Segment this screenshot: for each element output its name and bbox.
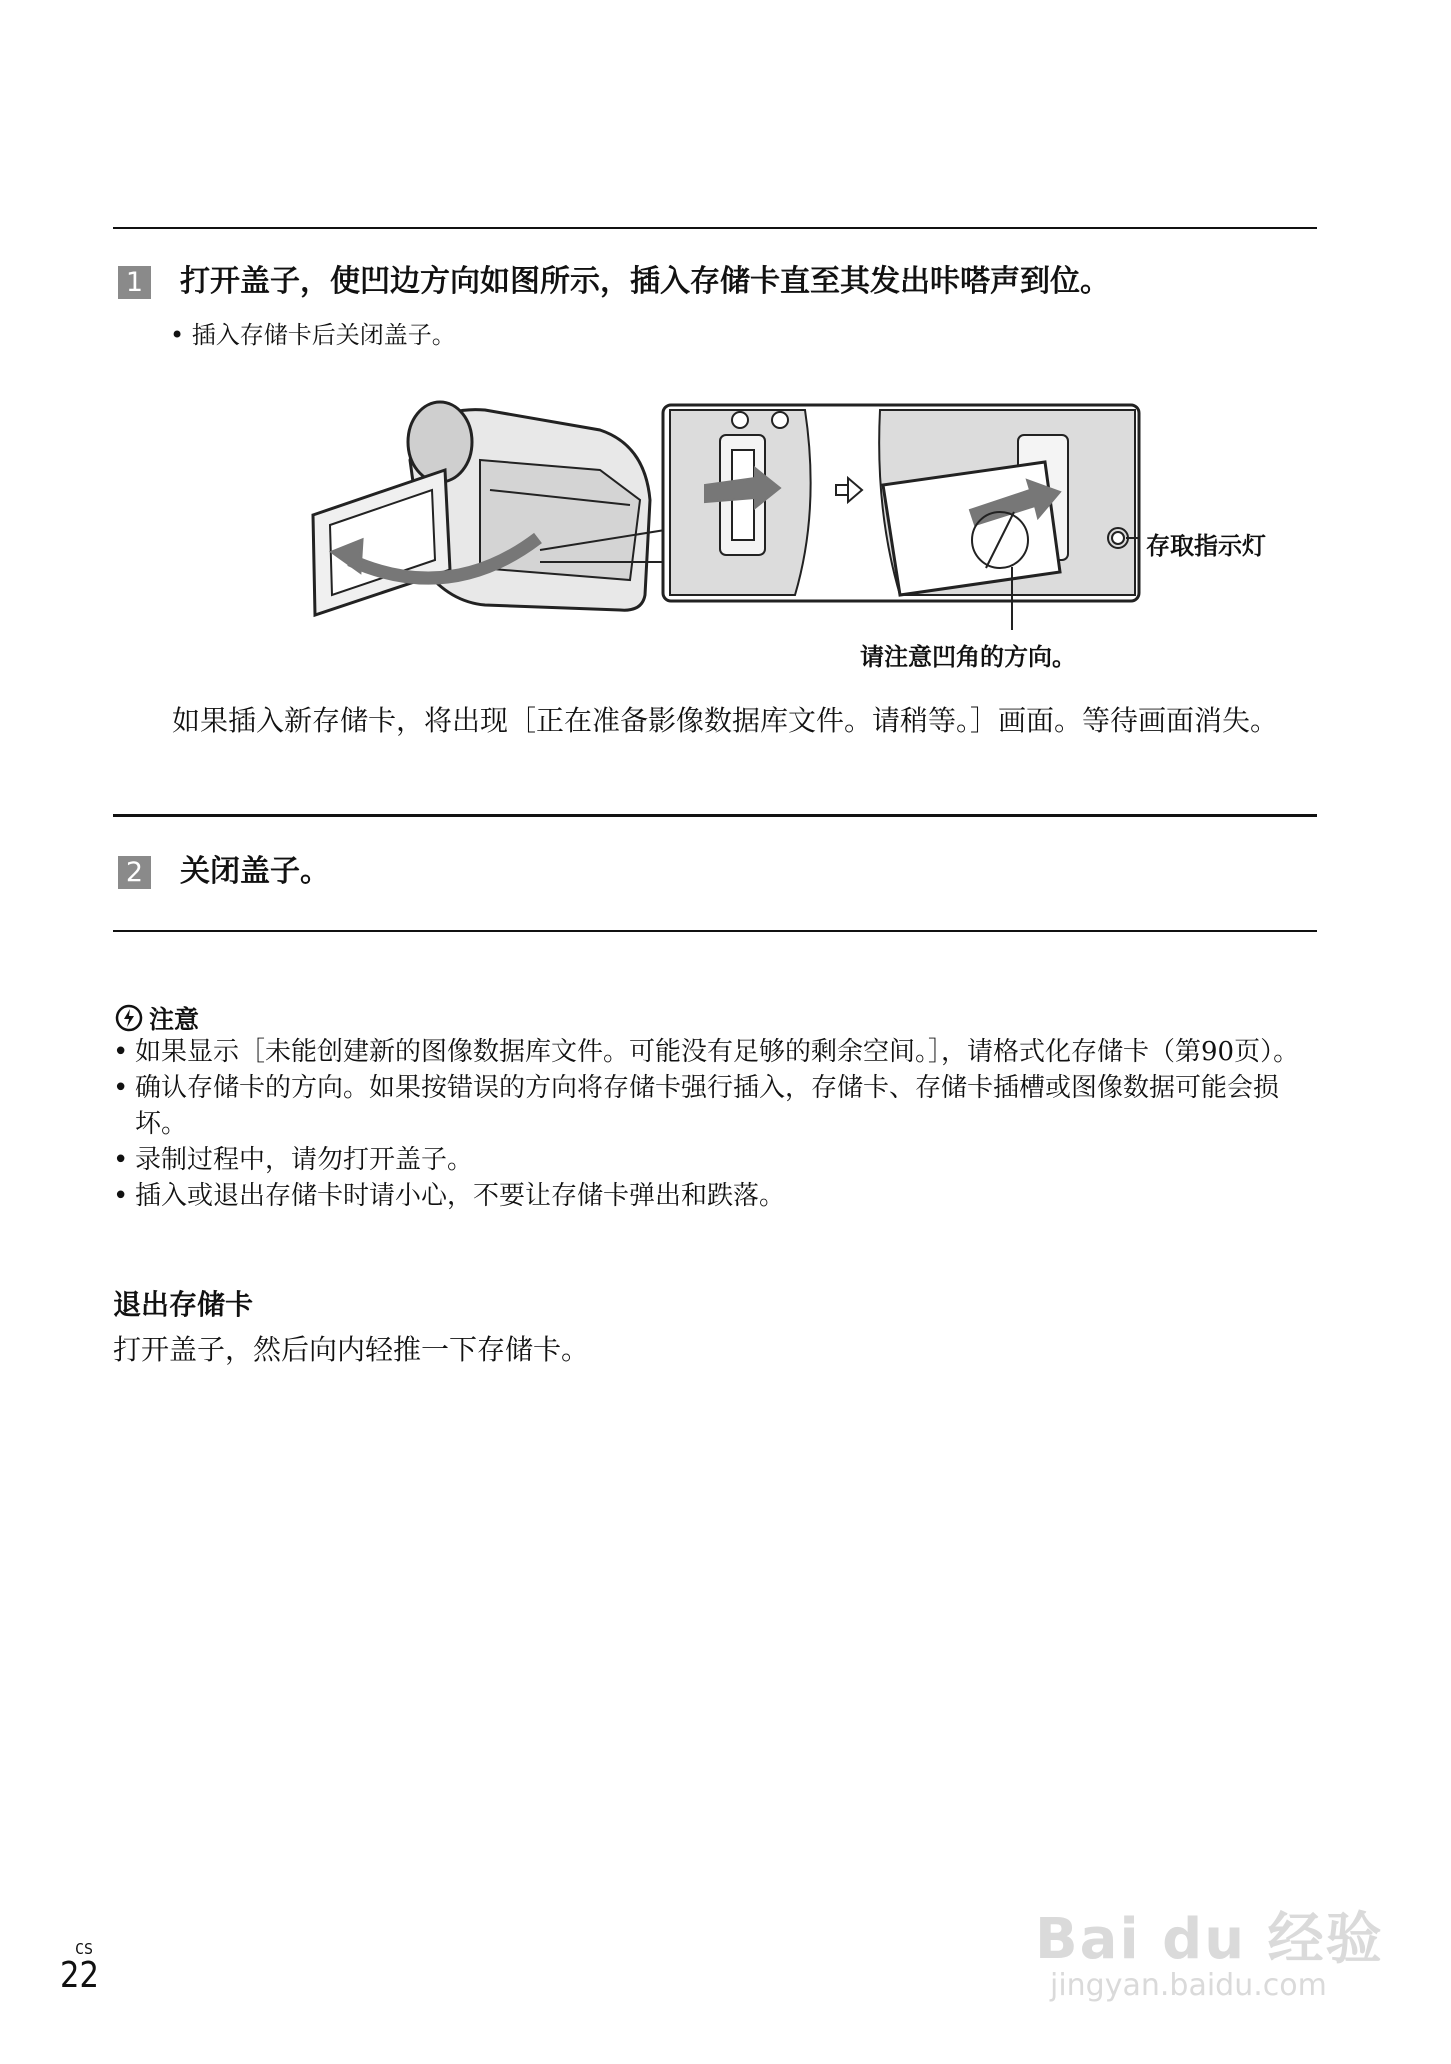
inset-before <box>670 410 811 595</box>
notes-heading <box>115 1000 199 1036</box>
access-lamp-label: 存取指示灯 <box>1146 532 1266 560</box>
notes-list <box>113 1034 1323 1214</box>
memory-card-insertion-figure <box>300 390 1300 640</box>
note-item: • 录制过程中，请勿打开盖子。 <box>113 1145 474 1175</box>
step-1-bullet-text: 插入存储卡后关闭盖子。 <box>191 321 456 349</box>
watermark-url: jingyan.baidu.com <box>1050 1968 1327 2003</box>
step-2-number: 2 <box>118 856 151 889</box>
top-divider <box>113 227 1317 229</box>
note-item: • 确认存储卡的方向。如果按错误的方向将存储卡强行插入，存储卡、存储卡插槽或图像数据可能会损坏。 <box>113 1073 1280 1139</box>
step-1-paragraph: 如果插入新存储卡，将出现［正在准备影像数据库文件。请稍等。］画面。等待画面消失。 <box>172 704 1279 737</box>
step-divider <box>113 814 1317 817</box>
step-1-bullet <box>170 319 456 352</box>
notes-heading-text: 注意 <box>149 1005 200 1034</box>
step-1-title: 打开盖子，使凹边方向如图所示，插入存储卡直至其发出咔嗒声到位。 <box>180 264 1110 299</box>
eject-heading: 退出存储卡 <box>113 1288 254 1321</box>
caution-icon <box>115 1004 143 1032</box>
note-item: • 如果显示［未能创建新的图像数据库文件。可能没有足够的剩余空间。］，请格式化存储卡（第90页）。 <box>113 1037 1300 1067</box>
language-code: CS <box>75 1940 94 1958</box>
bottom-divider <box>113 930 1317 932</box>
page-number: 22 <box>60 1955 99 1996</box>
watermark-logo: Bai du 经验 <box>1035 1907 1384 1972</box>
step-1-number: 1 <box>118 266 151 299</box>
bullet-dot: • <box>170 321 185 349</box>
step-2-title: 关闭盖子。 <box>180 854 330 889</box>
note-item: • 插入或退出存储卡时请小心，不要让存储卡弹出和跌落。 <box>113 1181 786 1211</box>
camcorder-illustration <box>313 402 665 615</box>
notch-direction-label: 请注意凹角的方向。 <box>860 643 1076 671</box>
eject-text: 打开盖子，然后向内轻推一下存储卡。 <box>113 1333 590 1366</box>
